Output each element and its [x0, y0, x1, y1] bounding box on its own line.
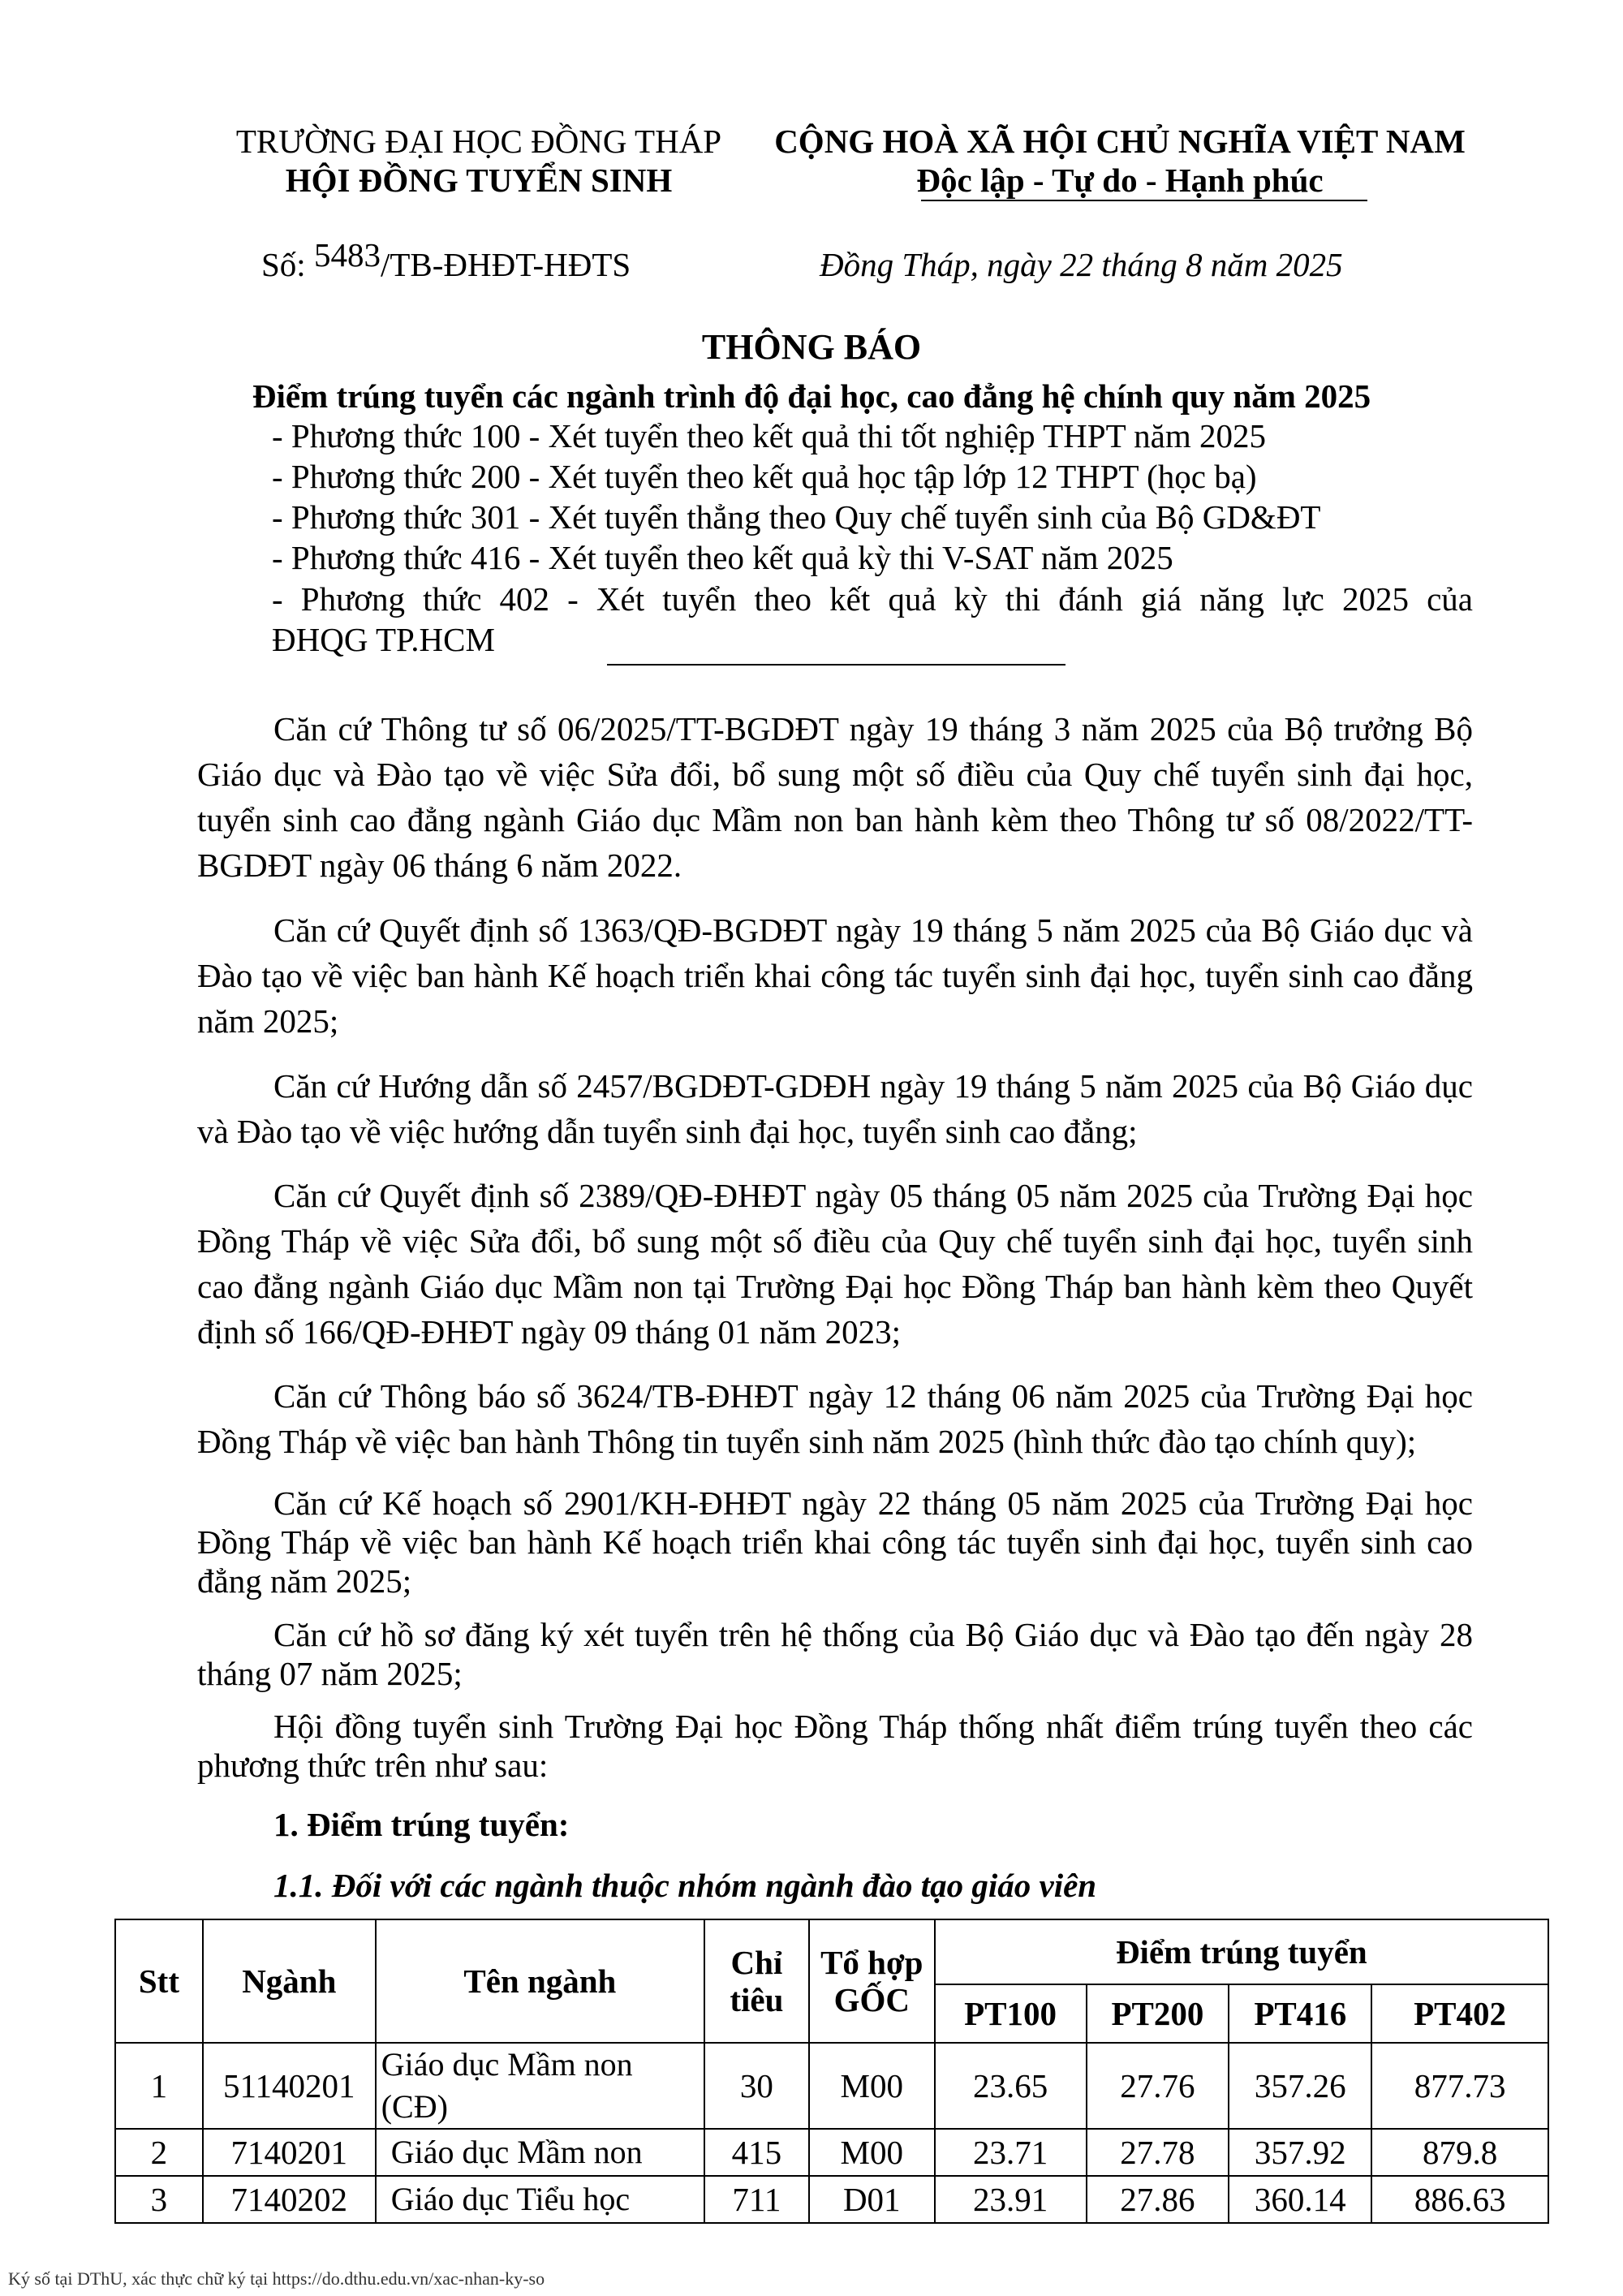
- header-quota: [704, 1919, 809, 2043]
- document-number: [261, 236, 631, 286]
- header-pt200: PT200: [1087, 1984, 1229, 2043]
- motto-underline: [921, 200, 1367, 201]
- cell-pt200: 27.76: [1087, 2043, 1229, 2129]
- cell-combination: D01: [809, 2176, 935, 2223]
- cell-major-name: Giáo dục Mầm non: [376, 2129, 704, 2176]
- cell-pt100: 23.71: [935, 2129, 1087, 2176]
- cell-combination: M00: [809, 2043, 935, 2129]
- header-stt: Stt: [115, 1919, 203, 2043]
- cell-stt: 1: [115, 2043, 203, 2129]
- cell-stt: 2: [115, 2129, 203, 2176]
- section-heading: 1. Điểm trúng tuyển:: [273, 1806, 570, 1843]
- table-row: [115, 2043, 1548, 2129]
- cell-pt200: 27.86: [1087, 2176, 1229, 2223]
- place-date: Đồng Tháp, ngày 22 tháng 8 năm 2025: [820, 246, 1343, 283]
- paragraph-1: [197, 706, 1473, 888]
- header-pt402: PT402: [1371, 1984, 1548, 2043]
- paragraph-6: [197, 1484, 1473, 1600]
- cell-pt416: 360.14: [1229, 2176, 1371, 2223]
- method-item: - Phương thức 416 - Xét tuyển theo kết quả kỳ thi V-SAT năm 2025: [272, 539, 1173, 576]
- paragraph-3: [197, 1063, 1473, 1154]
- number-suffix: /TB-ĐHĐT-HĐTS: [380, 246, 631, 283]
- method-item: - Phương thức 100 - Xét tuyển theo kết quả thi tốt nghiệp THPT năm 2025: [272, 417, 1266, 454]
- cell-pt100: 23.65: [935, 2043, 1087, 2129]
- method-item: - Phương thức 402 - Xét tuyển theo kết quả kỳ thi đánh giá năng lực 2025 của: [272, 580, 1473, 618]
- cell-quota: 415: [704, 2129, 809, 2176]
- method-item: - Phương thức 301 - Xét tuyển thẳng theo Quy chế tuyển sinh của Bộ GD&ĐT: [272, 498, 1321, 536]
- national-title: CỘNG HOÀ XÃ HỘI CHỦ NGHĨA VIỆT NAM: [774, 123, 1466, 160]
- cell-pt200: 27.78: [1087, 2129, 1229, 2176]
- paragraph-4: [197, 1173, 1473, 1355]
- paragraph-7: [197, 1615, 1473, 1693]
- paragraph-text: Căn cứ Kế hoạch số 2901/KH-ĐHĐT ngày 22 tháng 05 năm 2025 của Trường Đại học Đồng Tháp về việc ban hành Kế hoạch triển khai công tác tuyển sinh đại học, tuyển sinh cao đẳng năm 2025;: [197, 1484, 1473, 1600]
- paragraph-5: [197, 1373, 1473, 1464]
- cell-stt: 3: [115, 2176, 203, 2223]
- paragraph-text: Căn cứ Quyết định số 2389/QĐ-ĐHĐT ngày 05 tháng 05 năm 2025 của Trường Đại học Đồng Tháp về việc Sửa đổi, bổ sung một số điều của Quy chế tuyển sinh đại học, tuyển sinh cao đẳng ngành Giáo dục Mầm non tại Trường Đại học Đồng Tháp ban hành kèm theo Quyết định số 166/QĐ-ĐHĐT ngày 09 tháng 01 năm 2023;: [197, 1177, 1473, 1350]
- admission-score-table: [114, 1919, 1549, 2224]
- digital-signature-note: Ký số tại DThU, xác thực chữ ký tại https://do.dthu.edu.vn/xac-nhan-ky-so: [8, 2268, 545, 2289]
- school-name: TRƯỜNG ĐẠI HỌC ĐỒNG THÁP: [235, 123, 722, 160]
- paragraph-text: Căn cứ Quyết định số 1363/QĐ-BGDĐT ngày 19 tháng 5 năm 2025 của Bộ Giáo dục và Đào tạo về việc ban hành Kế hoạch triển khai công tác tuyển sinh đại học, tuyển sinh cao đẳng năm 2025;: [197, 911, 1473, 1040]
- cell-quota: 30: [704, 2043, 809, 2129]
- paragraph-text: Hội đồng tuyển sinh Trường Đại học Đồng Tháp thống nhất điểm trúng tuyển theo các phương thức trên như sau:: [197, 1708, 1473, 1784]
- cell-pt416: 357.26: [1229, 2043, 1371, 2129]
- document-title: THÔNG BÁO: [701, 327, 922, 367]
- paragraph-text: Căn cứ Thông báo số 3624/TB-ĐHĐT ngày 12 tháng 06 năm 2025 của Trường Đại học Đồng Tháp về việc ban hành Thông tin tuyển sinh năm 2025 (hình thức đào tạo chính quy);: [197, 1377, 1473, 1460]
- paragraph-2: [197, 907, 1473, 1044]
- header-quota-line2: tiêu: [730, 1981, 784, 2018]
- cell-pt416: 357.92: [1229, 2129, 1371, 2176]
- cell-code: 7140202: [203, 2176, 376, 2223]
- cell-pt100: 23.91: [935, 2176, 1087, 2223]
- paragraph-8: [197, 1707, 1473, 1785]
- methods-list: [272, 416, 1320, 578]
- table-row: [115, 2129, 1548, 2176]
- header-pt100: PT100: [935, 1984, 1087, 2043]
- cell-pt402: 886.63: [1371, 2176, 1548, 2223]
- paragraph-text: Căn cứ hồ sơ đăng ký xét tuyển trên hệ thống của Bộ Giáo dục và Đào tạo đến ngày 28 tháng 07 năm 2025;: [197, 1616, 1473, 1692]
- number-prefix: Số:: [261, 246, 306, 283]
- paragraph-text: Căn cứ Thông tư số 06/2025/TT-BGDĐT ngày 19 tháng 3 năm 2025 của Bộ trưởng Bộ Giáo dục và Đào tạo về việc Sửa đổi, bổ sung một số điều của Quy chế tuyển sinh đại học, tuyển sinh cao đẳng ngành Giáo dục Mầm non ban hành kèm theo Thông tư số 08/2022/TT-BGDĐT ngày 06 tháng 6 năm 2022.: [197, 710, 1473, 884]
- cell-code: 7140201: [203, 2129, 376, 2176]
- header-quota-line1: Chỉ: [730, 1944, 783, 1981]
- method-item: - Phương thức 200 - Xét tuyển theo kết quả học tập lớp 12 THPT (học bạ): [272, 458, 1257, 495]
- table-row: [115, 2176, 1548, 2223]
- paragraph-text: Căn cứ Hướng dẫn số 2457/BGDĐT-GDĐH ngày 19 tháng 5 năm 2025 của Bộ Giáo dục và Đào tạo về việc hướng dẫn tuyển sinh đại học, tuyển sinh cao đẳng;: [197, 1067, 1473, 1150]
- cell-pt402: 877.73: [1371, 2043, 1548, 2129]
- header-pt416: PT416: [1229, 1984, 1371, 2043]
- cell-pt402: 879.8: [1371, 2129, 1548, 2176]
- council-name: HỘI ĐỒNG TUYỂN SINH: [285, 162, 673, 199]
- header-combination: [809, 1919, 935, 2043]
- number-value: 5483: [313, 236, 381, 274]
- document-subtitle: Điểm trúng tuyển các ngành trình độ đại học, cao đẳng hệ chính quy năm 2025: [252, 377, 1371, 415]
- national-motto: Độc lập - Tự do - Hạnh phúc: [916, 162, 1324, 199]
- cell-code: 51140201: [203, 2043, 376, 2129]
- cell-major-name: Giáo dục Tiểu học: [376, 2176, 704, 2223]
- header-combination-line2: GỐC: [833, 1981, 910, 2018]
- cell-combination: M00: [809, 2129, 935, 2176]
- subsection-heading: 1.1. Đối với các ngành thuộc nhóm ngành đào tạo giáo viên: [273, 1867, 1097, 1904]
- header-major-name: Tên ngành: [376, 1919, 704, 2043]
- cell-major-name: Giáo dục Mầm non (CĐ): [376, 2043, 704, 2129]
- cell-quota: 711: [704, 2176, 809, 2223]
- header-scores: Điểm trúng tuyển: [935, 1919, 1548, 1984]
- title-separator: [607, 664, 1065, 666]
- header-code: Ngành: [203, 1919, 376, 2043]
- header-combination-line1: Tổ hợp: [820, 1944, 923, 1981]
- method-item: ĐHQG TP.HCM: [272, 621, 495, 658]
